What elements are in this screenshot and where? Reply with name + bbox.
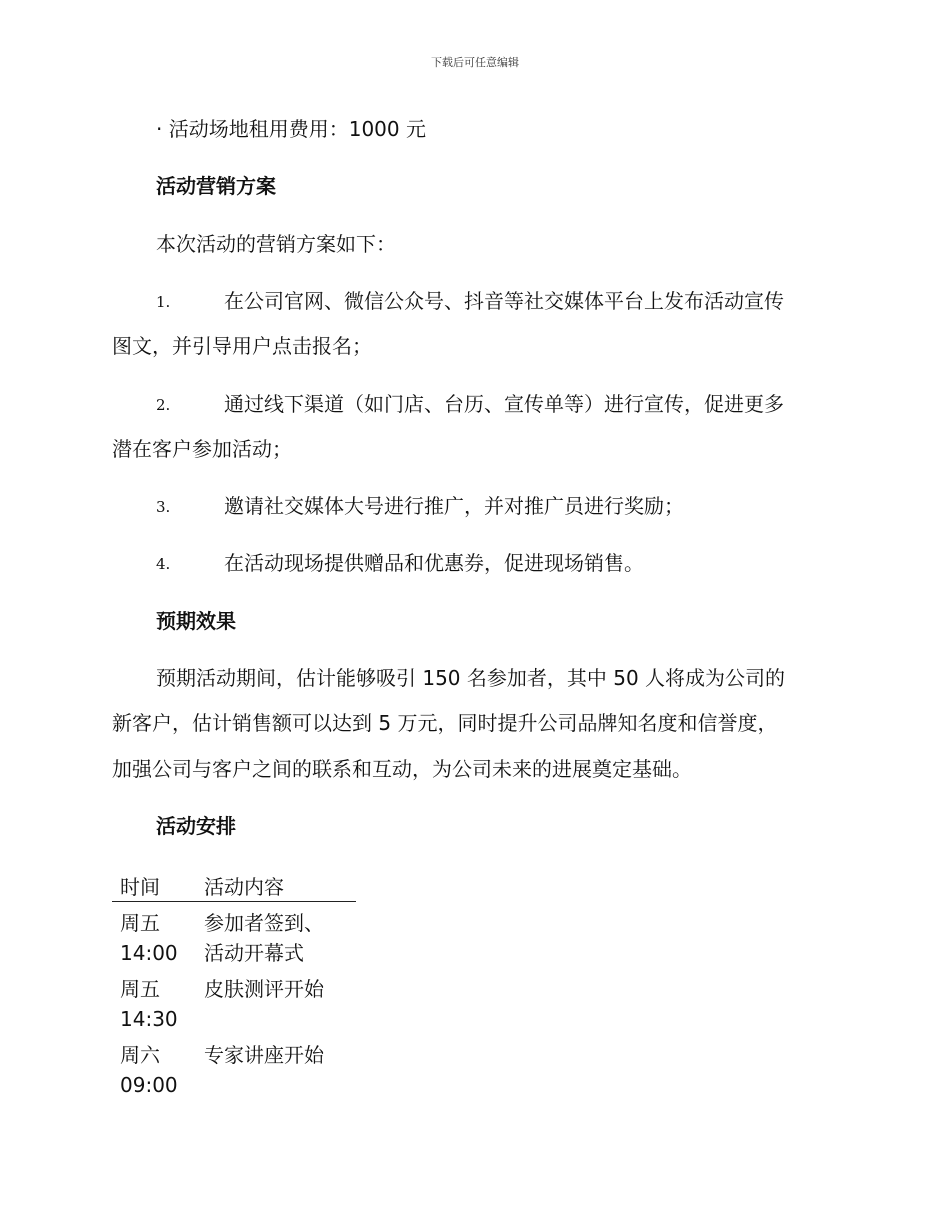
content-line: 活动开幕式 bbox=[204, 941, 304, 965]
schedule-table bbox=[112, 870, 356, 1100]
table-row bbox=[112, 908, 356, 968]
effect-heading: 预期效果 bbox=[156, 609, 236, 633]
schedule-heading: 活动安排 bbox=[156, 814, 236, 838]
list-item-text: 通过线下渠道（如门店、台历、宣传单等）进行宣传，促进更多 bbox=[224, 392, 784, 416]
content-cell bbox=[204, 908, 356, 968]
time-clock: 14:00 bbox=[120, 941, 178, 965]
page-header: 下载后可任意编辑 bbox=[431, 56, 519, 69]
list-item-number: 3. bbox=[156, 498, 171, 516]
list-item-number: 4. bbox=[156, 555, 171, 573]
marketing-intro: 本次活动的营销方案如下： bbox=[156, 232, 396, 256]
time-cell bbox=[112, 908, 204, 968]
content-line: 参加者签到、 bbox=[204, 911, 324, 935]
marketing-heading: 活动营销方案 bbox=[156, 174, 276, 198]
effect-paragraph-line: 新客户，估计销售额可以达到 5 万元，同时提升公司品牌知名度和信誉度， bbox=[112, 711, 778, 735]
time-clock: 14:30 bbox=[120, 1007, 178, 1031]
list-item-text: 在公司官网、微信公众号、抖音等社交媒体平台上发布活动宣传 bbox=[224, 289, 784, 313]
list-item-text-continued: 图文，并引导用户点击报名； bbox=[112, 334, 372, 358]
column-header-content: 活动内容 bbox=[204, 875, 284, 899]
list-item-text: 邀请社交媒体大号进行推广，并对推广员进行奖励； bbox=[224, 494, 684, 518]
time-day: 周五 bbox=[120, 911, 160, 935]
list-item-text-continued: 潜在客户参加活动； bbox=[112, 437, 292, 461]
time-cell bbox=[112, 1040, 204, 1100]
time-day: 周五 bbox=[120, 977, 160, 1001]
effect-paragraph-line: 预期活动期间，估计能够吸引 150 名参加者，其中 50 人将成为公司的 bbox=[156, 666, 786, 690]
content-cell bbox=[204, 974, 356, 1034]
content-line: 皮肤测评开始 bbox=[204, 977, 324, 1001]
time-cell bbox=[112, 974, 204, 1034]
time-day: 周六 bbox=[120, 1043, 160, 1067]
time-clock: 09:00 bbox=[120, 1073, 178, 1097]
venue-cost-line: · 活动场地租用费用：1000 元 bbox=[156, 117, 426, 141]
list-item-number: 1. bbox=[156, 293, 171, 311]
list-item-number: 2. bbox=[156, 396, 171, 414]
content-line: 专家讲座开始 bbox=[204, 1043, 324, 1067]
table-row bbox=[112, 974, 356, 1034]
list-item-text: 在活动现场提供赠品和优惠券，促进现场销售。 bbox=[224, 551, 644, 575]
column-header-time: 时间 bbox=[120, 875, 160, 899]
table-row bbox=[112, 1040, 356, 1100]
effect-paragraph-line: 加强公司与客户之间的联系和互动，为公司未来的进展奠定基础。 bbox=[112, 757, 692, 781]
content-cell bbox=[204, 1040, 356, 1100]
schedule-table-header bbox=[112, 870, 356, 902]
